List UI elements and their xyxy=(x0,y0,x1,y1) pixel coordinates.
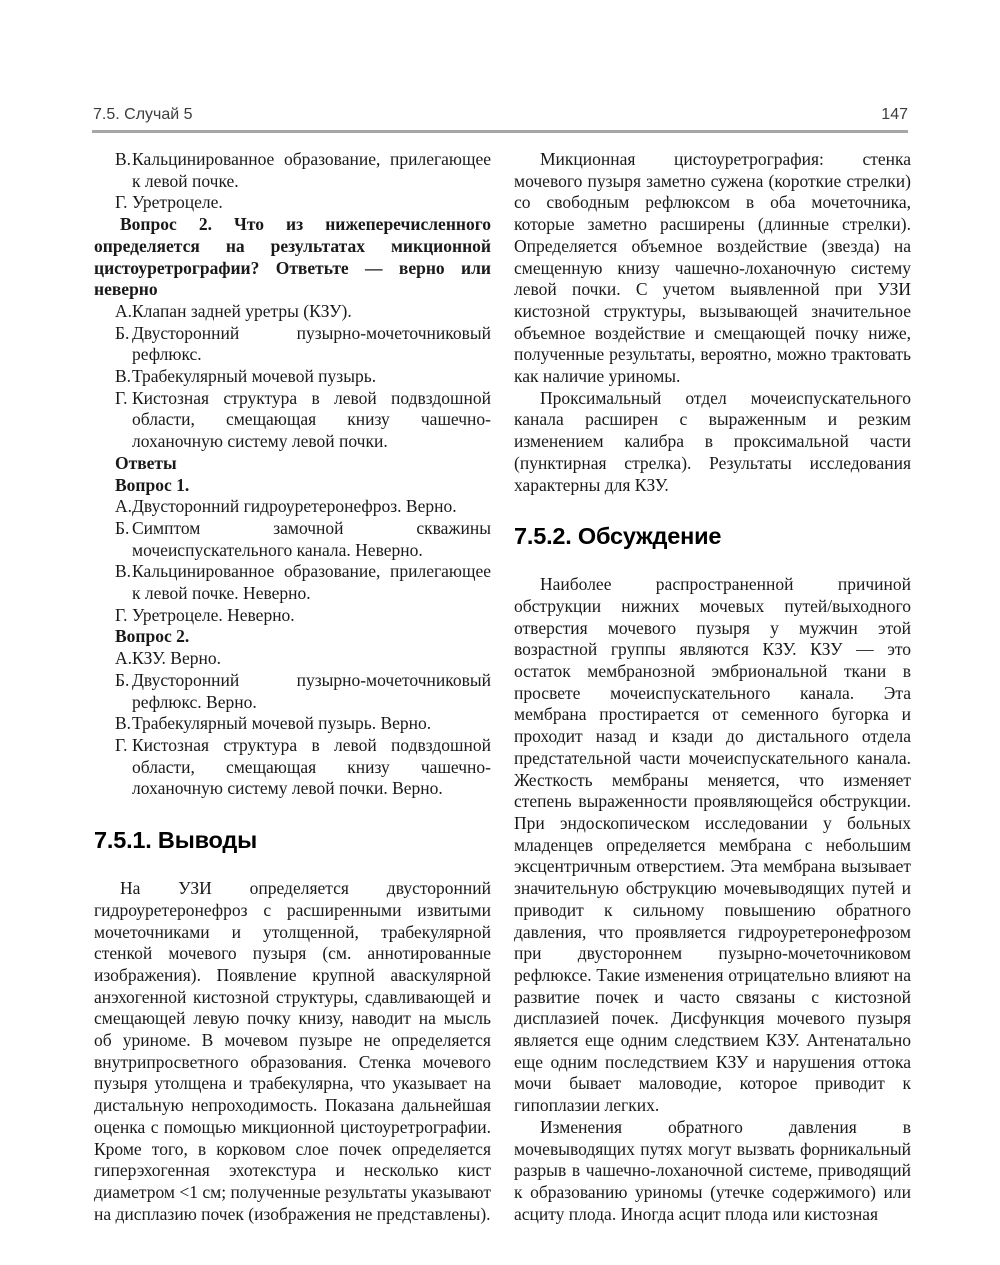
question-1-label: Вопрос 1. xyxy=(115,474,190,495)
header-rule xyxy=(92,130,908,133)
list-item-text: Кальцинированное образование, прилегающее к левой почке. Неверно. xyxy=(132,561,491,604)
page-number: 147 xyxy=(881,106,908,123)
list-item-text: Уретроцеле. xyxy=(132,192,223,213)
conclusions-paragraph: На УЗИ определяется двусторонний гидроуретеронефроз с расширенными извитыми мочеточниками и утолщенной, трабекулярной стенкой мочевого пузыря (см. аннотированные изображения). Появление крупной аваскулярной анэхогенной кистозной структуры, сдавливающей и смещающей левую почку книзу, наводит на мысль об уриноме. В мочевом пузыре не определяется внутрипросветного образования. Стенка мочевого пузыря утолщена и трабекулярна, что указывает на дистальную непроходимость. Показана дальнейшая оценка с помощью микционной цистоуретрографии. Кроме того, в корковом слое почек определяется гиперэхогенная эхотекстура и несколько кист диаметром <1 см; полученные результаты указывают на дисплазию почек (изображения не представлены). xyxy=(94,878,491,1224)
vcug-findings-paragraph: Микционная цистоуретрография: стенка мочевого пузыря заметно сужена (короткие стрелки) со свободным рефлюксом в оба мочеточника, которые заметно расширены (длинные стрелки). Определяется объемное воздействие (звезда) на смещенную книзу чашечно-лоханочную систему левой почки. С учетом выявленной при УЗИ кистозной структуры, вызывающей значительное объемное воздействие и смещающей почку ниже, полученные результаты, вероятно, можно трактовать как наличие уриномы. xyxy=(514,149,911,387)
list-item-text: Трабекулярный мочевой пузырь. xyxy=(132,366,377,387)
list-item-text: Двусторонний гидроуретеронефроз. Верно. xyxy=(132,496,457,517)
list-item-text: Симптом замочной скважины мочеиспускательного канала. Неверно. xyxy=(132,517,491,560)
list-item-text: Кальцинированное образование, прилегающее к левой почке. xyxy=(132,149,491,191)
list-item-text: Уретроцеле. Неверно. xyxy=(132,604,295,625)
list-item-text: Кистозная структура в левой подвздошной области, смещающая книзу чашечно-лоханочную систему левой почки. xyxy=(132,387,491,452)
discussion-paragraph-2: Изменения обратного давления в мочевыводящих путях могут вызвать форникальный разрыв в чашечно-лоханочной системе, приводящий к образованию уриномы (утечке содержимого) или асциту плода. Иногда асцит плода или кистозная xyxy=(514,1116,911,1224)
list-item-text: Клапан задней уретры (КЗУ). xyxy=(132,300,352,321)
list-item-label: Г. xyxy=(115,734,128,755)
running-head xyxy=(93,106,908,124)
list-item xyxy=(94,323,491,366)
proximal-urethra-paragraph: Проксимальный отдел мочеиспускательного канала расширен с выраженным и резким изменением калибра в проксимальной части (пунктирная стрелка). Результаты исследования характерны для КЗУ. xyxy=(514,387,911,495)
list-item-label: А. xyxy=(115,300,133,321)
section-heading-discussion: 7.5.2. Обсуждение xyxy=(514,523,722,550)
running-head-section: 7.5. Случай 5 xyxy=(93,106,193,123)
list-item xyxy=(94,518,491,561)
list-item xyxy=(94,735,491,800)
left-column xyxy=(94,149,491,1225)
list-item xyxy=(94,648,491,670)
right-column xyxy=(514,149,911,1225)
list-item xyxy=(94,713,491,735)
question-2-label: Вопрос 2. xyxy=(115,626,190,647)
section-heading-conclusions: 7.5.1. Выводы xyxy=(94,827,257,854)
list-item-text: Двусторонний пузырно-мочеточниковый рефлюкс. xyxy=(132,322,491,365)
list-item-label: Г. xyxy=(115,192,128,213)
list-item-label: Б. xyxy=(115,669,130,690)
list-item-label: А. xyxy=(115,648,133,669)
list-item xyxy=(94,149,491,192)
list-item xyxy=(94,605,491,627)
list-item xyxy=(94,670,491,713)
list-item-label: Г. xyxy=(115,387,128,408)
question-2-prompt: Вопрос 2. Что из нижеперечисленного определяется на результатах микционной цистоуретрографии? Ответьте — верно или неверно xyxy=(94,214,491,300)
list-item xyxy=(94,301,491,323)
list-item xyxy=(94,192,491,214)
list-item-text: КЗУ. Верно. xyxy=(132,648,221,669)
list-item-text: Трабекулярный мочевой пузырь. Верно. xyxy=(132,713,432,734)
list-item xyxy=(94,496,491,518)
answers-label: Ответы xyxy=(115,452,177,473)
list-item-label: В. xyxy=(115,149,132,169)
list-item-label: Б. xyxy=(115,517,130,538)
list-item-label: Г. xyxy=(115,604,128,625)
list-item-label: В. xyxy=(115,713,132,734)
list-item-text: Кистозная структура в левой подвздошной области, смещающая книзу чашечно-лоханочную систему левой почки. Верно. xyxy=(132,734,491,799)
discussion-paragraph-1: Наиболее распространенной причиной обструкции нижних мочевых путей/выходного отверстия мочевого пузыря у мужчин этой возрастной группы являются КЗУ. КЗУ — это остаток мембранозной эмбриональной ткани в просвете мочеиспускательного канала. Эта мембрана простирается от семенного бугорка и проходит назад и кзади до дистального отдела предстательной части мочеиспускательного канала. Жесткость мембраны меняется, что изменяет степень выраженности проявляющейся обструкции. При эндоскопическом исследовании у больных младенцев определяется мембрана с небольшим эксцентричным отверстием. Эта мембрана вызывает значительную обструкцию мочевыводящих путей и приводит к сильному повышению обратного давления, что проявляется гидроуретеронефрозом при двустороннем пузырно-мочеточниковом рефлюксе. Такие изменения отрицательно влияют на развитие почек и часто связаны с кистозной дисплазией почек. Дисфункция мочевого пузыря является еще одним следствием КЗУ. Антенатально еще одним последствием КЗУ и нарушения оттока мочи бывает маловодие, которое приводит к гипоплазии легких. xyxy=(514,574,911,1116)
list-item xyxy=(94,561,491,604)
list-item-label: А. xyxy=(115,496,133,517)
list-item-label: Б. xyxy=(115,322,130,343)
list-item xyxy=(94,366,491,388)
list-item-text: Двусторонний пузырно-мочеточниковый рефлюкс. Верно. xyxy=(132,669,491,712)
list-item-label: В. xyxy=(115,366,132,387)
list-item-label: В. xyxy=(115,561,132,582)
list-item xyxy=(94,388,491,453)
